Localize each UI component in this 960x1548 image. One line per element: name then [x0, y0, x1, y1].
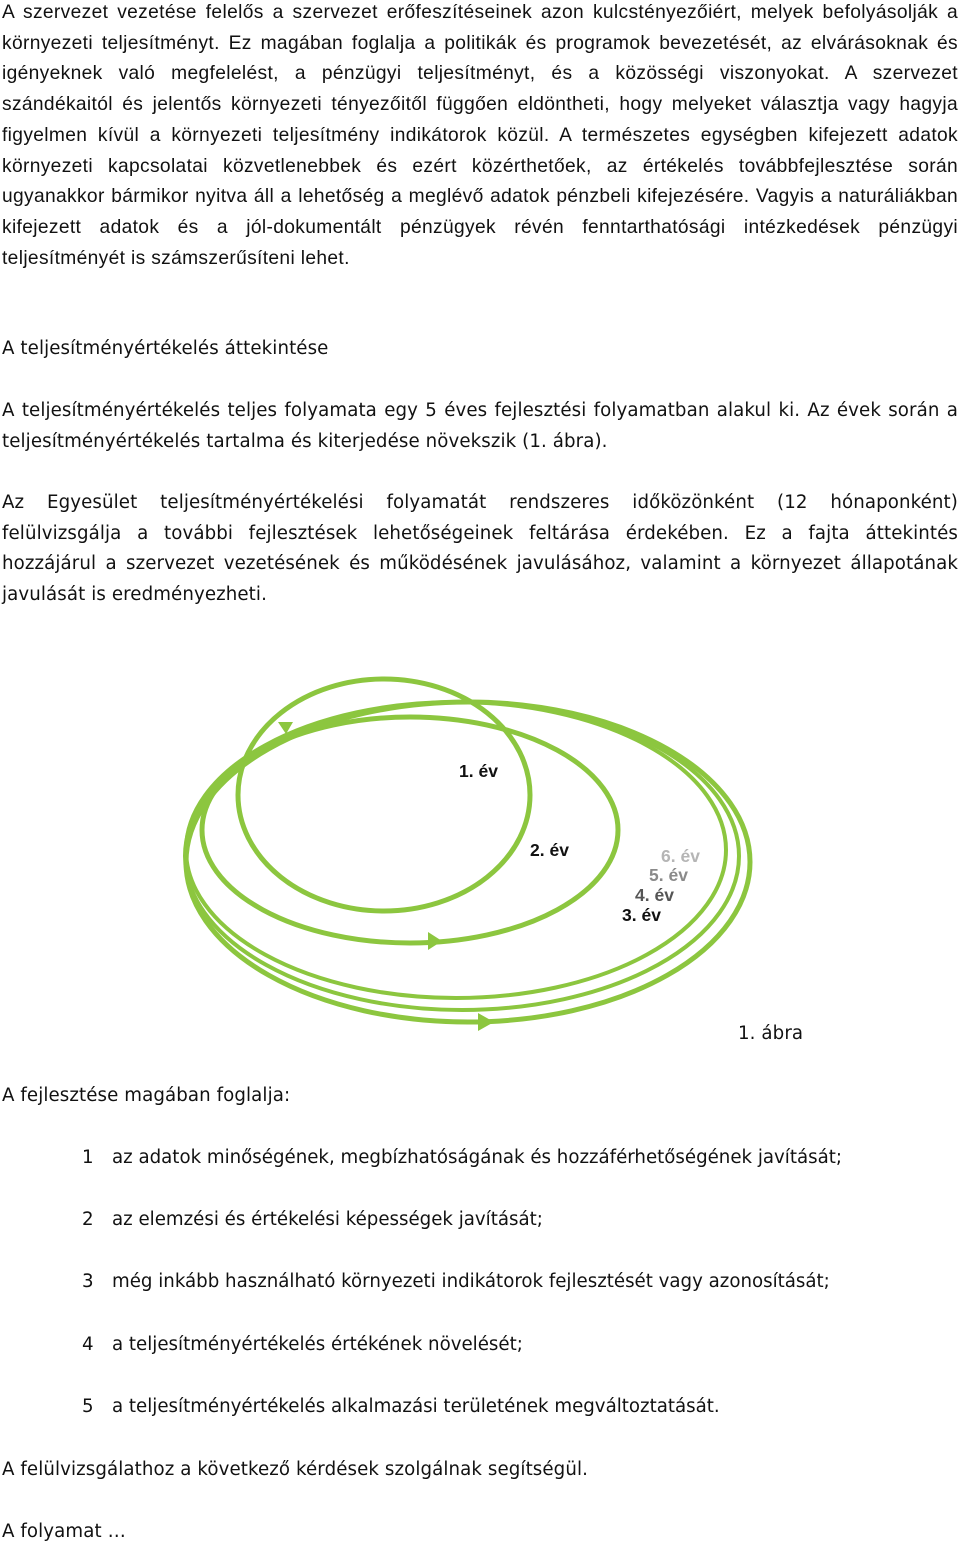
- development-cycle-diagram: [0, 640, 960, 1060]
- review-intro: A felülvizsgálathoz a következő kérdések szolgálnak segítségül.: [2, 1459, 588, 1480]
- development-intro: A fejlesztése magában foglalja:: [2, 1085, 291, 1106]
- list-number: 3: [82, 1271, 94, 1292]
- intro-paragraph: A szervezet vezetése felelős a szervezet erőfeszítéseinek azon kulcstényezőiért, melyek befolyásolják a környezeti teljesítményt. Ez magában foglalja a politikák és programok bevezetését, az elvárásoknak és igényeknek való megfelelést, a pénzügyi teljesítményt, és a közösségi viszonyokat. A szervezet szándékaitól és jelentős környezeti tényezőitől függően eldöntheti, hogy melyeket választja vagy hagyja figyelmen kívül a környezeti teljesítmény indikátorok közül. A természetes egységben kifejezett adatok környezeti kapcsolatai közvetlenebbek és ezért közérthetőek, az értékelés továbbfejlesztése során ugyanakkor bármikor nyitva áll a lehetőség a meglévő adatok pénzbeli kifejezésére. Vagyis a naturáliákban kifejezett adatok és a jól-dokumentált pénzügyek révén fenntarthatósági intézkedések pénzügyi teljesítményét is számszerűsíteni lehet.: [2, 2, 958, 269]
- list-item: [82, 1330, 523, 1360]
- overview-paragraph: A teljesítményértékelés teljes folyamata egy 5 éves fejlesztési folyamatban alakul ki. Az évek során a teljesítményértékelés tartalma és kiterjedése növekszik (1. ábra).: [2, 400, 958, 452]
- section-heading: A teljesítményértékelés áttekintése: [2, 338, 329, 359]
- label-year-6: 6. év: [661, 846, 700, 866]
- list-text: a teljesítményértékelés alkalmazási területének megváltoztatását.: [112, 1396, 720, 1417]
- list-item: [82, 1267, 830, 1297]
- list-item: [82, 1205, 543, 1235]
- list-number: 4: [82, 1334, 94, 1355]
- figure-caption: 1. ábra: [738, 1023, 804, 1044]
- label-year-3: 3. év: [622, 905, 661, 925]
- list-text: a teljesítményértékelés értékének növelését;: [112, 1334, 523, 1355]
- list-text: még inkább használható környezeti indikátorok fejlesztését vagy azonosítását;: [112, 1271, 830, 1292]
- list-text: az elemzési és értékelési képességek javítását;: [112, 1209, 543, 1230]
- label-year-5: 5. év: [649, 865, 688, 885]
- arrow-icon: [478, 1013, 494, 1031]
- list-number: 5: [82, 1396, 94, 1417]
- loop-year-5: [186, 702, 726, 998]
- process-heading: A folyamat …: [2, 1521, 126, 1542]
- arrow-icon: [428, 932, 442, 950]
- label-year-2: 2. év: [530, 840, 569, 860]
- list-item: [82, 1143, 842, 1173]
- list-text: az adatok minőségének, megbízhatóságának és hozzáférhetőségének javítását;: [112, 1147, 843, 1168]
- list-number: 2: [82, 1209, 94, 1230]
- list-item: [82, 1392, 720, 1422]
- label-year-1: 1. év: [459, 761, 498, 781]
- review-paragraph: Az Egyesület teljesítményértékelési folyamatát rendszeres időközönként (12 hónaponként) felülvizsgálja a további fejlesztések lehetőségeinek feltárása érdekében. Ez a fajta áttekintés hozzájárul a szervezet vezetésének és működésének javulásához, valamint a környezet állapotának javulását is eredményezheti.: [2, 492, 958, 606]
- loop-year-1: [238, 679, 530, 911]
- label-year-4: 4. év: [635, 885, 674, 905]
- list-number: 1: [82, 1147, 94, 1168]
